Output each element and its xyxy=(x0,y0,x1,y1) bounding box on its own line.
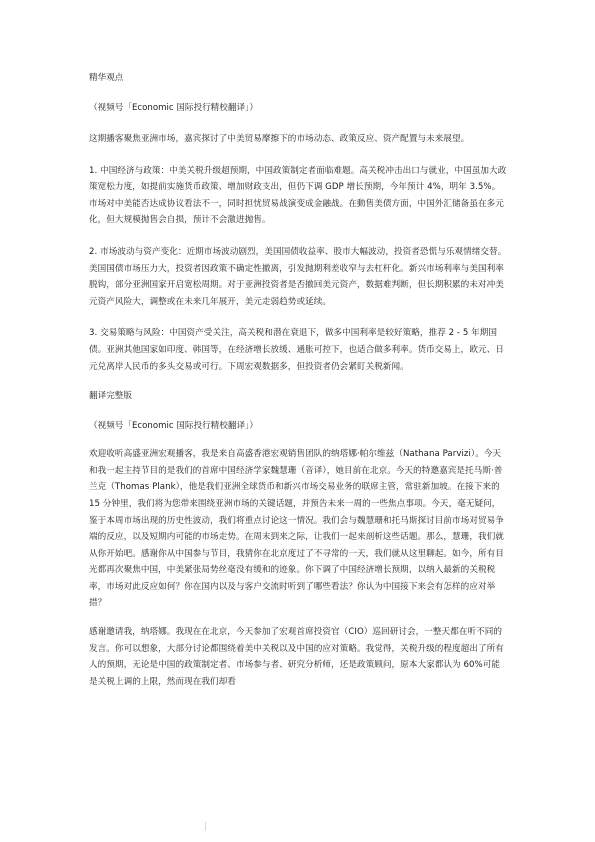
transcript-paragraph-guest: 感谢邀请我，纳塔娜。我现在在北京，今天参加了宏观首席投资官（CIO）巡回研讨会，一整天都在听不同的发言。你可以想象，大部分讨论都围绕着美中关税以及中国的应对策略。我觉得，关税升级的程度超出了所有人的预期，无论是中国的政策制定者、市场参与者、研究分析师，还是政策顾问，原本大家都认为 60%可能是关税上调的上限，然而现在我们却看 xyxy=(89,627,504,687)
page-footer-mark xyxy=(205,822,206,831)
intro-paragraph: 这期播客聚焦亚洲市场，嘉宾探讨了中美贸易摩擦下的市场动态、政策反应、资产配置与未来展望。 xyxy=(89,134,470,144)
source-label: （视频号「Economic 国际投行精校翻译」） xyxy=(89,421,258,432)
translation-heading: 翻译完整版 xyxy=(89,391,132,402)
document-body xyxy=(89,70,508,690)
source-label: （视频号「Economic 国际投行精校翻译」） xyxy=(89,103,258,113)
highlights-heading: 精华观点 xyxy=(89,73,124,83)
transcript-paragraph-host: 欢迎收听高盛亚洲宏观播客，我是来自高盛香港宏观销售团队的纳塔娜·帕尔维兹（Nathana Parvizi）。今天和我一起主持节目的是我们的首席中国经济学家魏慧珊（音译），她目前在北京。今天的特邀嘉宾是托马斯·普兰克（Thomas Plank），他是我们亚洲全球货币和新兴市场交易业务的联席主管，常驻新加坡。在接下来的 15 分钟里，我们将为您带来围绕亚洲市场的关键话题，并预告未来一周的一些焦点事项。今天，毫无疑问，鉴于本周市场出现的历史性波动，我们将重点讨论这一情况。我们会与魏慧珊和托马斯探讨目前市场对贸易争端的反应，以及短期内可能的市场走势。在周末到来之际，让我们一起来剖析这些话题。那么，慧珊，我们就从你开始吧。感谢你从中国参与节目，我猜你在北京度过了不寻常的一天，我们就从这里聊起。如今，所有目光都再次聚焦中国，中美紧张局势丝毫没有缓和的迹象。你下调了中国经济增长预期，以纳入最新的关税税率，市场对此反应如何？你在国内以及与客户交流时听到了哪些看法？你认为中国接下来会有怎样的应对举措？ xyxy=(89,449,504,609)
point-economy-policy: 1. 中国经济与政策：中美关税升级超预期，中国政策制定者面临难题。高关税冲击出口与就业，中国虽加大政策宽松力度，如提前实施货币政策、增加财政支出，但仍下调 GDP 增长预期，今年预计 4%，明年 3.5%。市场对中美能否达成协议看法不一，同时担忧贸易战演变成金融战。在動售美债方面，中国外汇储备虽在多元化，但大规模抛售会自损，预计不会激进抛售。 xyxy=(89,165,507,226)
point-trading-strategy: 3. 交易策略与风险：中国资产受关注，高关税和潜在衰退下，做多中国利率是较好策略，推荐 2 - 5 年期国债。亚洲其他国家如印度、韩国等，在经济增长放缓、通胀可控下，也适合做多利率。货币交易上，欧元、日元兑离岸人民币的多头交易或可行。下周宏观数据多，但投资者仍会紧盯关税新闻。 xyxy=(89,328,504,372)
point-market-volatility: 2. 市场波动与资产变化：近期市场波动剧烈，美国国债收益率、股市大幅波动，投资者恐慌与乐观情绪交替。美国国债市场压力大，投资者因政策不确定性撤离，引发抛期利差收窄与去杠杆化。新兴市场利率与美国利率脱钩，部分亚洲国家开启宽松周期。对于亚洲投资者是否撤回美元资产，数据难判断，但长期积累的未对冲美元资产风险大，调整或在未来几年展开，美元走弱趋势或延续。 xyxy=(89,246,507,307)
